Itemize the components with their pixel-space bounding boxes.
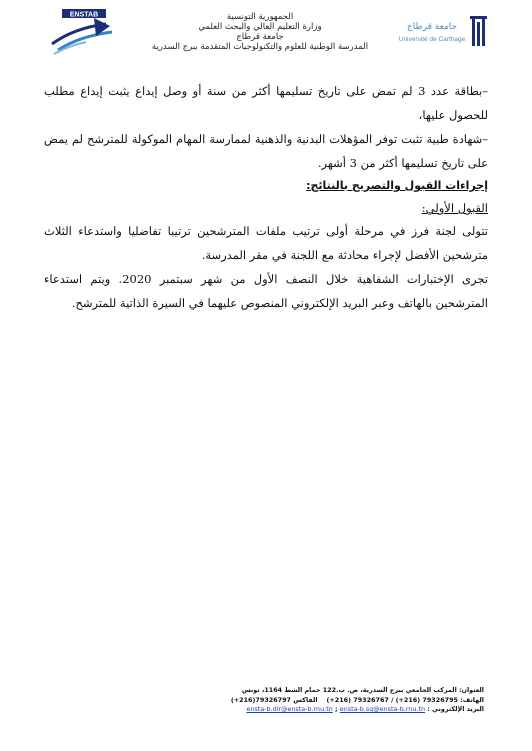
phone-value: 79326795 (216+) / 79326767 (216+)	[326, 695, 458, 704]
subsection-heading: القبول الأولي:	[421, 201, 488, 215]
document-body	[44, 79, 488, 315]
selection-paragraph: تتولى لجنة فرز في مرحلة أولى ترتيب ملفات المترشحين ترتيبا تفاضليا واستدعاء الثلاث مترشحين الأفضل لإجراء محادثة مع اللجنة في مقر المدرسة.	[44, 224, 488, 262]
university-line: جامعة قرطاج	[236, 32, 284, 42]
footer-phone-fax	[178, 696, 484, 706]
phone-label: الهاتف:	[460, 695, 484, 704]
footer-address: العنوان: المركب الجامعي ببرج السدرية، ص. ب.122 حمام الشط 1164، تونس	[241, 686, 484, 694]
page-footer	[178, 686, 484, 715]
email-director-link[interactable]: ensta-b.dir@ensta-b.rnu.tn	[246, 705, 333, 713]
email-secretary-link[interactable]: ensta-b.sg@ensta-b.rnu.tn	[339, 705, 425, 713]
fax-label: الفاكس	[293, 695, 318, 704]
oral-exams-paragraph: تجرى الإختبارات الشفاهية خلال النصف الأول من شهر سبتمبر 2020. ويتم استدعاء المترشحين بالهاتف وعبر البريد الإلكتروني المنصوص عليهما في السيرة الذاتية للمترشح.	[44, 272, 488, 310]
institution-header	[120, 12, 400, 52]
requirement-criminal-record: –بطاقة عدد 3 لم تمض على تاريخ تسليمها أكثر من سنة أو وصل إيداع يثبت إيداع مطلب للحصول عليها،	[44, 84, 488, 122]
section-heading: إجراءات القبول والتصريح بالنتائج:	[306, 179, 488, 192]
university-logo-text: Université de Carthage	[398, 36, 466, 43]
ministry-line: وزارة التعليم العالي والبحث العلمي	[198, 22, 322, 32]
university-logo-arabic: جامعة قرطاج	[406, 22, 458, 32]
enstab-logo	[48, 6, 118, 58]
fax-value: (+216)79326797	[230, 695, 291, 704]
footer-email	[178, 705, 484, 715]
republic-line: الجمهورية التونسية	[226, 12, 294, 22]
email-label: البريد الإلكتروني :	[427, 705, 484, 713]
requirement-medical-certificate: –شهادة طبية تثبت توفر المؤهلات البدنية والذهنية لممارسة المهام الموكولة للمترشح لم يمض على تاريخ تسليمها أكثر من 3 أشهر.	[44, 132, 488, 170]
university-of-carthage-logo	[388, 14, 488, 50]
email-separator: ;	[332, 705, 340, 713]
school-line: المدرسة الوطنية للعلوم والتكنولوجيات المتقدمة ببرج السدرية	[151, 42, 369, 52]
enstab-logo-text: ENSTAB	[69, 11, 99, 19]
page-header	[0, 0, 532, 64]
